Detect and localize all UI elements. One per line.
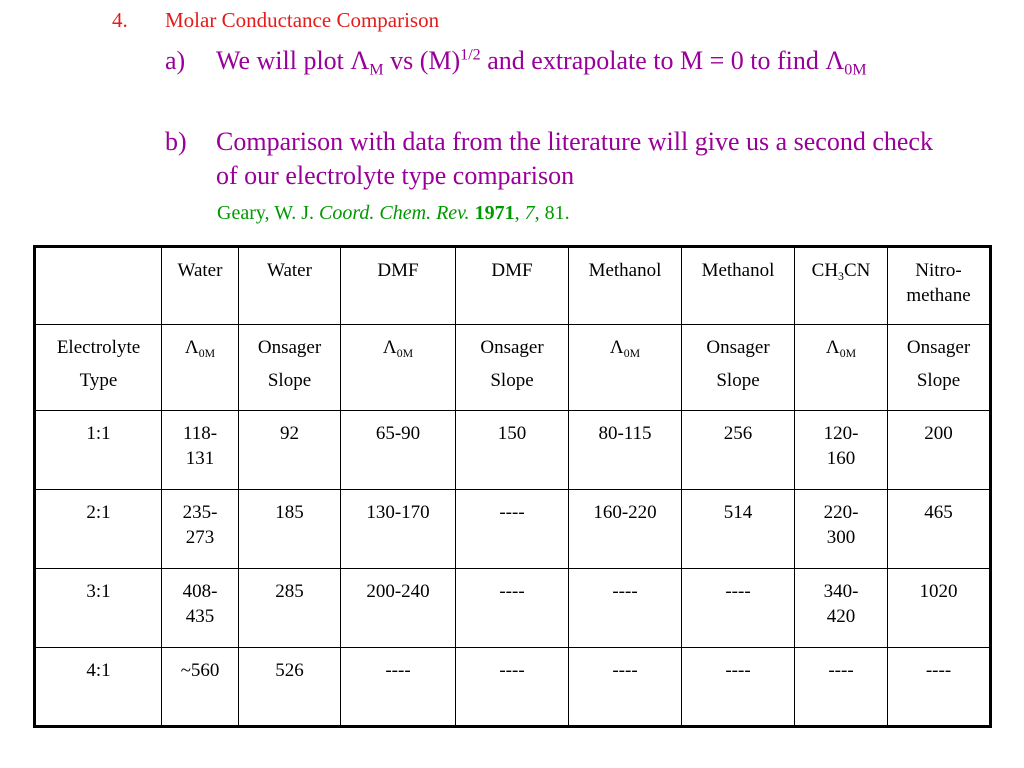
header-onsager-slope: Onsager Slope (888, 325, 991, 411)
table-cell: ---- (682, 569, 795, 648)
table-cell: ---- (341, 648, 456, 727)
reference-journal: Coord. Chem. Rev. (319, 202, 470, 224)
header-lambda-0m: $\Lambda_{0M}$ (162, 325, 239, 411)
header-electrolyte-type: Electrolyte Type (35, 325, 162, 411)
table-cell: 80-115 (569, 411, 682, 490)
table-row (35, 648, 991, 727)
table-cell: 120- 160 (795, 411, 888, 490)
table-cell: 514 (682, 490, 795, 569)
heading-number: 4. (112, 8, 128, 32)
reference-volume: 7 (524, 202, 535, 224)
item-a-letter: a) (165, 46, 186, 75)
item-b-line1: Comparison with data from the literature will give us a second check (216, 127, 933, 156)
literature-reference (217, 202, 570, 225)
table-cell: 340- 420 (795, 569, 888, 648)
table-row (35, 411, 991, 490)
header-solvent-water-2: Water (239, 247, 341, 325)
header-lambda-0m: $\Lambda_{0M}$ (795, 325, 888, 411)
item-a-sub-0m: 0M (844, 61, 867, 79)
header-lambda-0m: $\Lambda_{0M}$ (341, 325, 456, 411)
table-cell: 118- 131 (162, 411, 239, 490)
table-cell: 220- 300 (795, 490, 888, 569)
reference-pages: , 81. (534, 202, 570, 224)
item-a-pre: We will plot Λ (216, 46, 370, 75)
row-electrolyte-type: 2:1 (35, 490, 162, 569)
table-cell: 526 (239, 648, 341, 727)
item-a-sup: 1/2 (460, 46, 481, 64)
table-row (35, 490, 991, 569)
table-cell: ---- (569, 648, 682, 727)
row-electrolyte-type: 4:1 (35, 648, 162, 727)
item-a-sub-m: M (369, 61, 384, 79)
header-onsager-slope: Onsager Slope (456, 325, 569, 411)
header-onsager-slope: Onsager Slope (682, 325, 795, 411)
table-cell: ---- (456, 490, 569, 569)
table-cell: ---- (888, 648, 991, 727)
header-lambda-0m: $\Lambda_{0M}$ (569, 325, 682, 411)
header-solvent-water-1: Water (162, 247, 239, 325)
table-cell: ---- (569, 569, 682, 648)
header-solvent-methanol-1: Methanol (569, 247, 682, 325)
table-cell: 235- 273 (162, 490, 239, 569)
table-cell: ~560 (162, 648, 239, 727)
reference-sep2: , (514, 202, 525, 224)
table-cell: 185 (239, 490, 341, 569)
table-cell: 408- 435 (162, 569, 239, 648)
table-cell: 92 (239, 411, 341, 490)
header-solvent-dmf-1: DMF (341, 247, 456, 325)
table-cell: 1020 (888, 569, 991, 648)
header-row-quantity (35, 325, 991, 411)
header-onsager-slope: Onsager Slope (239, 325, 341, 411)
reference-year: 1971 (474, 202, 515, 224)
table-cell: 285 (239, 569, 341, 648)
item-a-mid: vs (M) (383, 46, 461, 75)
item-b-line2: of our electrolyte type comparison (216, 161, 575, 190)
item-a-text (216, 46, 867, 79)
header-solvent-nitromethane: Nitro- methane (888, 247, 991, 325)
conductance-table (33, 245, 992, 728)
table-cell: 200-240 (341, 569, 456, 648)
header-solvent-dmf-2: DMF (456, 247, 569, 325)
table-cell: 150 (456, 411, 569, 490)
header-corner-cell (35, 247, 162, 325)
row-electrolyte-type: 3:1 (35, 569, 162, 648)
header-row-solvent (35, 247, 991, 325)
item-a-post: and extrapolate to M = 0 to find Λ (480, 46, 845, 75)
table-cell: 130-170 (341, 490, 456, 569)
table-cell: 200 (888, 411, 991, 490)
table-cell: ---- (682, 648, 795, 727)
item-b-letter: b) (165, 127, 187, 156)
table-cell: 465 (888, 490, 991, 569)
table-cell: 160-220 (569, 490, 682, 569)
heading-title: Molar Conductance Comparison (165, 8, 440, 32)
table-cell: ---- (795, 648, 888, 727)
table-cell: ---- (456, 648, 569, 727)
table-row (35, 569, 991, 648)
header-solvent-acetonitrile: $CH_3CN$ (795, 247, 888, 325)
table-cell: 256 (682, 411, 795, 490)
header-solvent-methanol-2: Methanol (682, 247, 795, 325)
table-cell: ---- (456, 569, 569, 648)
reference-authors: Geary, W. J. (217, 202, 320, 224)
row-electrolyte-type: 1:1 (35, 411, 162, 490)
table-cell: 65-90 (341, 411, 456, 490)
